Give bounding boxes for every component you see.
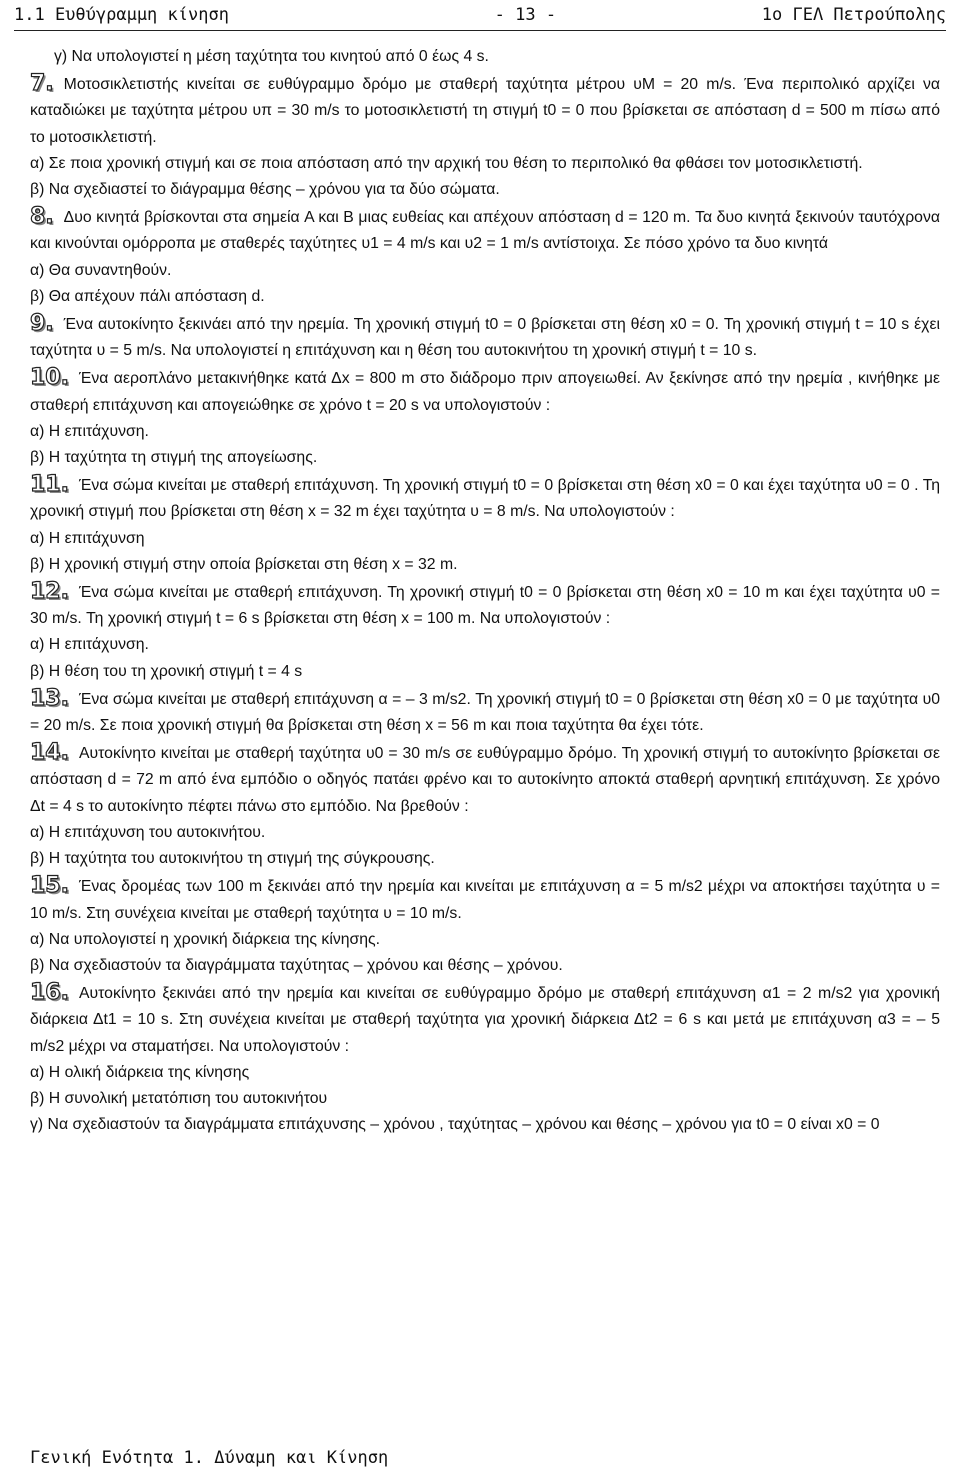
page-header	[14, 0, 946, 31]
exercise-question: α) Θα συναντηθούν.	[30, 261, 172, 279]
exercise-number: 10.	[30, 365, 69, 391]
exercise-question: β) Η θέση του τη χρονική στιγμή t = 4 s	[30, 662, 303, 680]
exercise-number: 14.	[30, 740, 69, 766]
exercise-number: 9.	[30, 311, 54, 337]
exercise-10	[30, 366, 940, 471]
header-page-number: - 13 -	[494, 5, 557, 25]
exercise-question: β) Η ταχύτητα του αυτοκινήτου τη στιγμή της σύγκρουσης.	[30, 850, 435, 868]
exercise-text: Μοτοσικλετιστής κινείται σε ευθύγραμμο δρόμο με σταθερή ταχύτητα μέτρου υM = 20 m/s. Ένα περιπολικό αρχίζει να καταδιώκει με ταχύτητα μέτρου υπ = 30 m/s το μοτοσικλετιστή τη στιγμή t0 = 0 που βρίσκεται σε απόσταση d = 500 m πίσω από το μοτοσικλετιστή.	[30, 76, 940, 146]
exercise-6-part-c: γ) Να υπολογιστεί η μέση ταχύτητα του κινητού από 0 έως 4 s.	[54, 48, 489, 65]
exercise-text: Ένα αυτοκίνητο ξεκινάει από την ηρεμία. Τη χρονική στιγμή t0 = 0 βρίσκεται στη θέση x0 = 0. Τη χρονική στιγμή t = 10 s έχει ταχύτητα υ = 5 m/s. Να υπολογιστεί η επιτάχυνση και η θέση του αυτοκινήτου τη χρονική στιγμή t = 10 s.	[30, 316, 940, 360]
exercise-16	[30, 981, 940, 1138]
exercise-question: α) Η επιτάχυνση	[30, 529, 145, 547]
exercise-13	[30, 687, 940, 739]
exercise-question: α) Η επιτάχυνση του αυτοκινήτου.	[30, 823, 266, 841]
exercise-question: α) Η επιτάχυνση.	[30, 636, 149, 654]
exercise-question: β) Η χρονική στιγμή στην οποία βρίσκεται στη θέση x = 32 m.	[30, 555, 458, 573]
exercise-number: 7.	[30, 71, 54, 97]
exercise-text: Δυο κινητά βρίσκονται στα σημεία A και B μιας ευθείας και απέχουν απόσταση d = 120 m. Τα δυο κινητά ξεκινούν ταυτόχρονα και κινούνται ομόρροπα με σταθερές ταχύτητες υ1 = 4 m/s και υ2 = 1 m/s αντίστοιχα. Σε πόσο χρόνο τα δυο κινητά	[30, 209, 940, 253]
exercise-question: α) Σε ποια χρονική στιγμή και σε ποια απόσταση από την αρχική του θέση το περιπολικό θα φθάσει τον μοτοσικλετιστή.	[30, 154, 863, 172]
exercise-list	[30, 44, 940, 1138]
exercise-number: 12.	[30, 579, 69, 605]
exercise-14	[30, 741, 940, 872]
exercise-text: Ένα σώμα κινείται με σταθερή επιτάχυνση. Τη χρονική στιγμή t0 = 0 βρίσκεται στη θέση x0 = 0 και έχει ταχύτητα υ0 = 0 . Τη χρονική στιγμή που βρίσκεται στη θέση x = 32 m έχει ταχύτητα υ = 8 m/s. Να υπολογιστούν :	[30, 477, 940, 521]
exercise-question: α) Η επιτάχυνση.	[30, 422, 149, 440]
exercise-number: 15.	[30, 873, 69, 899]
exercise-text: Ένας δρομέας των 100 m ξεκινάει από την ηρεμία και κινείται με επιτάχυνση α = 5 m/s2 μέχρι να αποκτήσει ταχύτητα υ = 10 m/s. Στη συνέχεια κινείται με σταθερή ταχύτητα υ = 10 m/s.	[30, 878, 940, 922]
exercise-text: Αυτοκίνητο κινείται με σταθερή ταχύτητα υ0 = 30 m/s σε ευθύγραμμο δρόμο. Τη χρονική στιγμή το αυτοκίνητο βρίσκεται σε απόσταση d = 72 m από ένα εμπόδιο ο οδηγός πατάει φρένο και το αυτοκίνητο αποκτά σταθερή αρνητική επιτάχυνση. Σε χρόνο Δt = 4 s το αυτοκίνητο πέφτει πάνω στο εμπόδιο. Να βρεθούν :	[30, 745, 940, 815]
exercise-question: β) Θα απέχουν πάλι απόσταση d.	[30, 287, 265, 305]
exercise-question: α) Η ολική διάρκεια της κίνησης	[30, 1063, 250, 1081]
exercise-question: β) Η συνολική μετατόπιση του αυτοκινήτου	[30, 1089, 328, 1107]
exercise-text: Ένα σώμα κινείται με σταθερή επιτάχυνση α = – 3 m/s2. Τη χρονική στιγμή t0 = 0 βρίσκεται στη θέση x0 = 0 με ταχύτητα υ0 = 20 m/s. Σε ποια χρονική στιγμή θα βρίσκεται στη θέση x = 56 m και ποια ταχύτητα θα έχει τότε.	[30, 690, 940, 735]
exercise-12	[30, 580, 940, 685]
header-school-name: 1ο ΓΕΛ Πετρούπολης	[761, 5, 946, 25]
exercise-number: 8.	[30, 204, 54, 230]
exercise-question: γ) Να σχεδιαστούν τα διαγράμματα επιτάχυνσης – χρόνου , ταχύτητας – χρόνου και θέσης – χρόνου για t0 = 0 είναι x0 = 0	[30, 1116, 880, 1134]
exercise-question: α) Να υπολογιστεί η χρονική διάρκεια της κίνησης.	[30, 930, 381, 948]
header-section-title: 1.1 Ευθύγραμμη κίνηση	[14, 5, 229, 25]
exercise-7	[30, 72, 940, 203]
exercise-question: β) Να σχεδιαστούν τα διαγράμματα ταχύτητας – χρόνου και θέσης – χρόνου.	[30, 956, 563, 974]
exercise-11	[30, 473, 940, 578]
exercise-question: β) Να σχεδιαστεί το διάγραμμα θέσης – χρόνου για τα δύο σώματα.	[30, 181, 500, 199]
exercise-text: Ένα αεροπλάνο μετακινήθηκε κατά Δx = 800 m στο διάδρομο πριν απογειωθεί. Αν ξεκίνησε από την ηρεμία , κινήθηκε με σταθερή επιτάχυνση και απογειώθηκε σε χρόνο t = 20 s να υπολογιστούν :	[30, 370, 940, 414]
exercise-number: 13.	[30, 685, 69, 711]
page-footer: Γενική Ενότητα 1. Δύναμη και Κίνηση	[30, 1448, 389, 1468]
exercise-number: 11.	[30, 472, 69, 498]
exercise-15	[30, 874, 940, 979]
exercise-number: 16.	[30, 980, 69, 1006]
exercise-8	[30, 205, 940, 310]
exercise-text: Ένα σώμα κινείται με σταθερή επιτάχυνση. Τη χρονική στιγμή t0 = 0 βρίσκεται στη θέση x0 = 10 m και έχει ταχύτητα υ0 = 30 m/s. Τη χρονική στιγμή t = 6 s βρίσκεται στη θέση x = 100 m. Να υπολογιστούν :	[30, 584, 940, 628]
exercise-question: β) Η ταχύτητα τη στιγμή της απογείωσης.	[30, 449, 318, 467]
exercise-9	[30, 312, 940, 364]
exercise-text: Αυτοκίνητο ξεκινάει από την ηρεμία και κινείται σε ευθύγραμμο δρόμο με σταθερή επιτάχυνση α1 = 2 m/s2 για χρονική διάρκεια Δt1 = 10 s. Στη συνέχεια κινείται με σταθερή ταχύτητα για χρονική διάρκεια Δt2 = 6 s και μετά με επιτάχυνση α3 = – 5 m/s2 μέχρι να σταματήσει. Να υπολογιστούν :	[30, 985, 940, 1055]
